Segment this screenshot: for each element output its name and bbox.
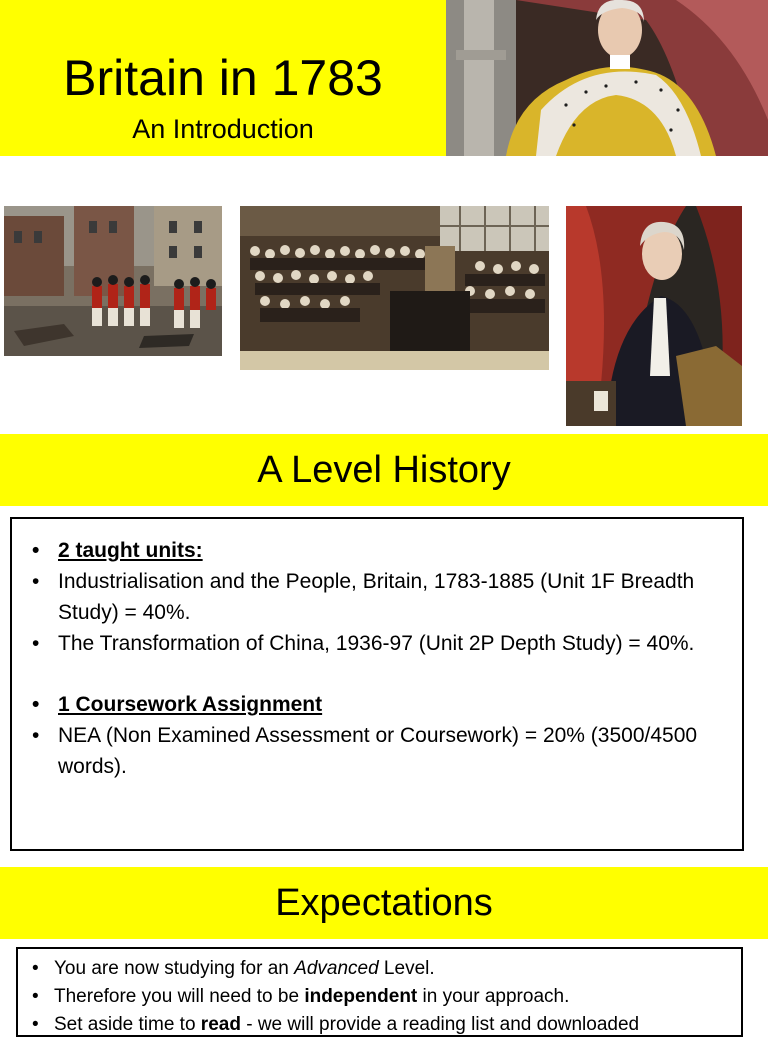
- list-item-coursework: • NEA (Non Examined Assessment or Coursework) = 20% (3500/4500 words).: [26, 720, 722, 782]
- expectation-2-text: Therefore you will need to be: [54, 986, 305, 1007]
- list-item-unit-2: • The Transformation of China, 1936-97 (Unit 2P Depth Study) = 40%.: [26, 628, 722, 659]
- expectation-1-end: Level.: [378, 958, 435, 979]
- king-portrait-image: [446, 0, 768, 156]
- expectations-list: [28, 955, 731, 1039]
- expectation-2-bold: independent: [304, 986, 418, 1007]
- page-subtitle: An Introduction: [132, 114, 314, 144]
- coursework-list: [26, 689, 722, 782]
- list-item-expectation-1: [28, 955, 731, 983]
- statesman-portrait-image: [566, 206, 742, 426]
- section-heading-expectations: Expectations: [0, 867, 768, 939]
- expectation-3-end: - we will provide a reading list and downloaded: [240, 1014, 640, 1035]
- spacer: [26, 659, 722, 689]
- expectation-1-emphasis: Advanced: [294, 958, 379, 979]
- expectation-2-end: in your approach.: [417, 986, 570, 1007]
- units-list: [26, 535, 722, 659]
- expectation-1-text: You are now studying for an: [54, 958, 295, 979]
- list-item-unit-1: • Industrialisation and the People, Britain, 1783-1885 (Unit 1F Breadth Study) = 40%.: [26, 566, 722, 628]
- soldiers-street-image: [4, 206, 222, 356]
- section-heading-alevel: A Level History: [0, 434, 768, 506]
- list-item-expectation-3: [28, 1011, 731, 1039]
- list-item-expectation-2: [28, 983, 731, 1011]
- parliament-debate-image: [240, 206, 549, 370]
- units-heading: • 2 taught units:: [26, 535, 722, 566]
- coursework-heading: • 1 Coursework Assignment: [26, 689, 722, 720]
- expectation-3-text: Set aside time to: [54, 1014, 201, 1035]
- course-units-box: [10, 517, 744, 851]
- page-title: Britain in 1783: [63, 50, 383, 106]
- expectation-3-bold: read: [200, 1014, 241, 1035]
